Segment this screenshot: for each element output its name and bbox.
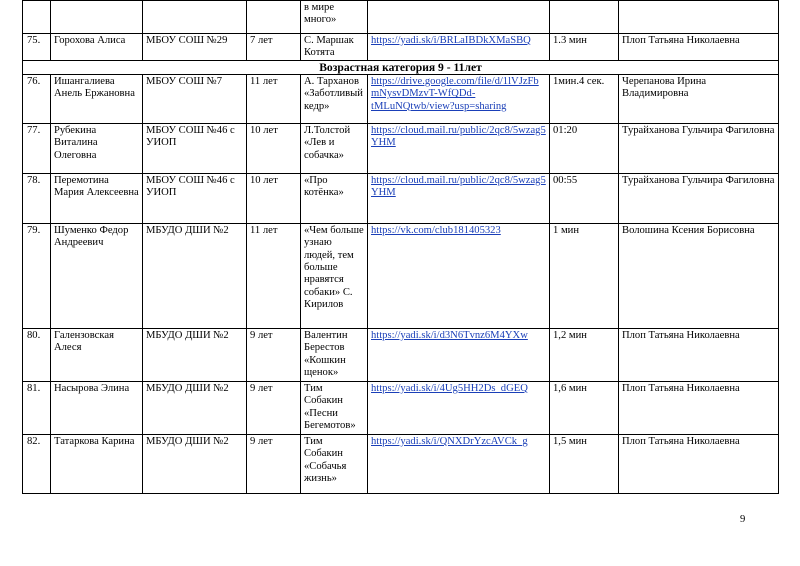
link-cell	[368, 74, 550, 123]
teacher-cell: Плоп Татьяна Николаевна	[619, 381, 779, 434]
age-cell: 10 лет	[247, 173, 301, 223]
participant-name: Насырова Элина	[51, 381, 143, 434]
participant-name: Рубекина Виталина Олеговна	[51, 123, 143, 173]
table-row	[23, 1, 779, 34]
teacher-cell: Плоп Татьяна Николаевна	[619, 328, 779, 381]
link-cell	[368, 123, 550, 173]
table-row	[23, 34, 779, 61]
school-cell: МБОУ СОШ №46 с УИОП	[143, 123, 247, 173]
table-row	[23, 173, 779, 223]
age-cell: 7 лет	[247, 34, 301, 61]
age-cell: 9 лет	[247, 328, 301, 381]
teacher-cell: Плоп Татьяна Николаевна	[619, 434, 779, 493]
row-number: 81.	[23, 381, 51, 434]
link-cell	[368, 328, 550, 381]
participant-name: Горохова Алиса	[51, 34, 143, 61]
video-link[interactable]: https://cloud.mail.ru/public/2qc8/5wzag5YHM	[371, 124, 546, 149]
page-number: 9	[740, 514, 746, 525]
link-cell	[368, 381, 550, 434]
duration-cell: 00:55	[550, 173, 619, 223]
teacher-cell: Плоп Татьяна Николаевна	[619, 34, 779, 61]
participant-name: Галензовская Алеся	[51, 328, 143, 381]
table-row	[23, 223, 779, 328]
table-row	[23, 74, 779, 123]
duration-cell: 1,6 мин	[550, 381, 619, 434]
work-cell: Л.Толстой «Лев и собачка»	[301, 123, 368, 173]
link-cell	[368, 34, 550, 61]
participant-name: Ишангалиева Анель Ержановна	[51, 74, 143, 123]
category-row	[23, 60, 779, 74]
teacher-cell: Волошина Ксения Борисовна	[619, 223, 779, 328]
category-title: Возрастная категория 9 - 11лет	[23, 60, 779, 74]
video-link[interactable]: https://yadi.sk/i/4Ug5HH2Ds_dGEQ	[371, 382, 528, 394]
school-cell: МБУДО ДШИ №2	[143, 328, 247, 381]
video-link[interactable]: https://yadi.sk/i/d3N6Tvnz6M4YXw	[371, 329, 528, 341]
age-cell: 11 лет	[247, 74, 301, 123]
link-cell	[368, 434, 550, 493]
work-cell: в мире много»	[301, 1, 368, 34]
participants-table	[22, 0, 779, 494]
video-link[interactable]: https://yadi.sk/i/QNXDrYzcAVCk_g	[371, 435, 528, 447]
work-cell: «Чем больше узнаю людей, тем больше нравятся собаки» С. Кирилов	[301, 223, 368, 328]
teacher-cell: Турайханова Гульчира Фагиловна	[619, 173, 779, 223]
age-cell: 10 лет	[247, 123, 301, 173]
row-number: 82.	[23, 434, 51, 493]
row-number: 80.	[23, 328, 51, 381]
school-cell: МБОУ СОШ №46 с УИОП	[143, 173, 247, 223]
teacher-cell: Турайханова Гульчира Фагиловна	[619, 123, 779, 173]
row-number: 76.	[23, 74, 51, 123]
school-cell: МБОУ СОШ №7	[143, 74, 247, 123]
row-number: 75.	[23, 34, 51, 61]
school-cell: МБОУ СОШ №29	[143, 34, 247, 61]
participant-name: Татаркова Карина	[51, 434, 143, 493]
row-number: 77.	[23, 123, 51, 173]
duration-cell: 01:20	[550, 123, 619, 173]
age-cell: 11 лет	[247, 223, 301, 328]
teacher-cell: Черепанова Ирина Владимировна	[619, 74, 779, 123]
video-link[interactable]: https://yadi.sk/i/BRLaIBDkXMaSBQ	[371, 35, 531, 46]
video-link[interactable]: https://drive.google.com/file/d/1lVJzFbmNysvDMzvT-WfQDd-tMLuNQtwb/view?usp=sharing	[371, 75, 539, 112]
age-cell: 9 лет	[247, 381, 301, 434]
table-row	[23, 381, 779, 434]
duration-cell: 1.3 мин	[550, 34, 619, 61]
school-cell: МБУДО ДШИ №2	[143, 434, 247, 493]
link-cell	[368, 223, 550, 328]
row-number: 79.	[23, 223, 51, 328]
video-link[interactable]: https://cloud.mail.ru/public/2qc8/5wzag5YHM	[371, 174, 546, 199]
table-row	[23, 328, 779, 381]
work-cell: С. Маршак Котята	[301, 34, 368, 61]
rows-body	[23, 74, 779, 493]
duration-cell: 1 мин	[550, 223, 619, 328]
duration-cell: 1,2 мин	[550, 328, 619, 381]
duration-cell: 1мин.4 сек.	[550, 74, 619, 123]
video-link[interactable]: https://vk.com/club181405323	[371, 224, 501, 236]
link-cell	[368, 173, 550, 223]
work-cell: Тим Собакин «Песни Бегемотов»	[301, 381, 368, 434]
school-cell: МБУДО ДШИ №2	[143, 223, 247, 328]
table-row	[23, 123, 779, 173]
participant-name: Перемотина Мария Алексеевна	[51, 173, 143, 223]
school-cell: МБУДО ДШИ №2	[143, 381, 247, 434]
work-cell: Тим Собакин «Собачья жизнь»	[301, 434, 368, 493]
duration-cell: 1,5 мин	[550, 434, 619, 493]
work-cell: «Про котёнка»	[301, 173, 368, 223]
work-cell: А. Тарханов «Заботливый кедр»	[301, 74, 368, 123]
table-row	[23, 434, 779, 493]
work-cell: Валентин Берестов «Кошкин щенок»	[301, 328, 368, 381]
participant-name: Шуменко Федор Андреевич	[51, 223, 143, 328]
age-cell: 9 лет	[247, 434, 301, 493]
row-number: 78.	[23, 173, 51, 223]
